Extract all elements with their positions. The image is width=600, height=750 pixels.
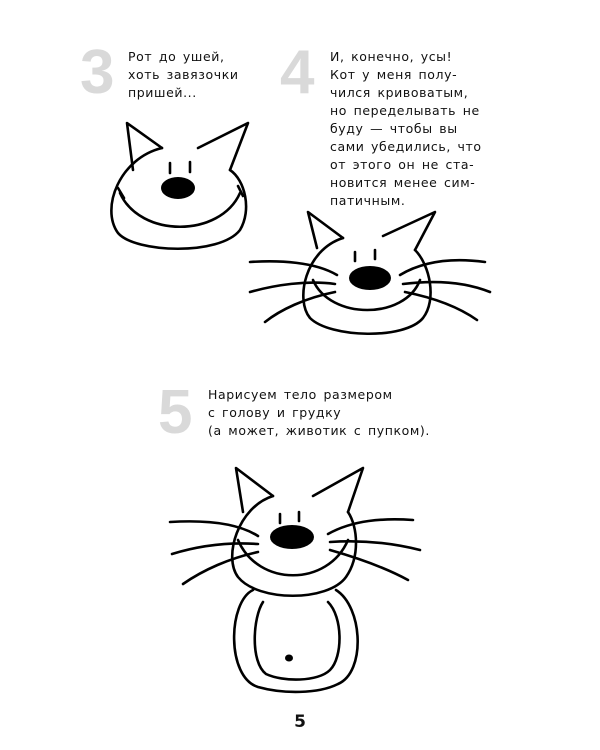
step-5-text: Нарисуем тело размером с голову и грудку (а может, животик с пупком). xyxy=(208,387,430,438)
cat-body-step-5-drawing xyxy=(158,462,428,702)
step-5-number: 5 xyxy=(158,378,193,447)
cat-face-step-3-drawing xyxy=(100,118,260,258)
cat-face-step-4-drawing xyxy=(245,200,495,340)
step-3-text: Рот до ушей, хоть завязочки пришей... xyxy=(128,49,239,100)
page-number: 5 xyxy=(294,712,306,732)
step-3-number: 3 xyxy=(80,38,115,107)
step-4-text: И, конечно, усы! Кот у меня полу- чился кривоватым, но переделывать не буду — чтобы вы сами убедились, что от этого он не ста- новится менее сим- патичным. xyxy=(330,49,482,208)
step-4-number: 4 xyxy=(280,38,315,107)
